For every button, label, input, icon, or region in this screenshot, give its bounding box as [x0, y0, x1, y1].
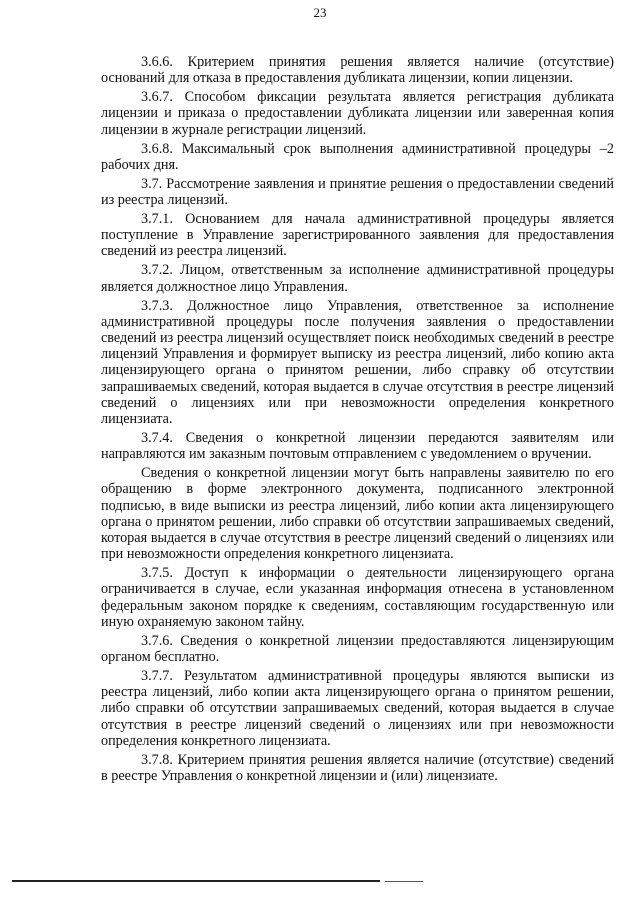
- document-body: [101, 54, 614, 787]
- page-number: 23: [313, 5, 327, 20]
- paragraph-3-7-3: 3.7.3. Должностное лицо Управления, ответственное за исполнение административной процедуры после получения заявления о предоставлении сведений из реестра лицензий осуществляет поиск необходимых сведений в реестре лицензий Управления и формирует выписку из реестра лицензий, либо копию акта лицензирующего органа о принятом решении, либо справку об отсутствии запрашиваемых сведений, которая выдается в случае отсутствия в реестре лицензий сведений о лицензиях или при невозможности определения конкретного лицензиата.: [101, 297, 614, 428]
- paragraph-3-6-8: 3.6.8. Максимальный срок выполнения административной процедуры –2 рабочих дня.: [101, 140, 614, 173]
- paragraph-3-7: 3.7. Рассмотрение заявления и принятие решения о предоставлении сведений из реестра лицензий.: [101, 175, 614, 209]
- paragraph-3-7-7: 3.7.7. Результатом административной процедуры являются выписки из реестра лицензий, либо копии акта лицензирующего органа о принятом решении, либо справки об отсутствии запрашиваемых сведений, которая выдается в случае отсутствия в реестре лицензий сведений о лицензиях или при невозможности определения конкретного лицензиата.: [101, 668, 614, 749]
- paragraph-3-7-2: 3.7.2. Лицом, ответственным за исполнение административной процедуры является должностное лицо Управления.: [101, 262, 614, 295]
- paragraph-3-6-7: 3.6.7. Способом фиксации результата является регистрация дубликата лицензии и приказа о предоставлении дубликата лицензии или заверенная копия лицензии в журнале регистрации лицензий.: [101, 89, 614, 138]
- paragraph-3-6-6: 3.6.6. Критерием принятия решения является наличие (отсутствие) оснований для отказа в предоставления дубликата лицензии, копии лицензии.: [101, 54, 614, 87]
- paragraph-3-7-4: 3.7.4. Сведения о конкретной лицензии передаются заявителям или направляются им заказным почтовым отправлением с уведомлением о вручении.: [101, 430, 614, 463]
- paragraph-3-7-6: 3.7.6. Сведения о конкретной лицензии предоставляются лицензирующим органом бесплатно.: [101, 632, 614, 666]
- footer-rule-fragment: [385, 881, 423, 882]
- paragraph-3-7-1: 3.7.1. Основанием для начала административной процедуры является поступление в Управление зарегистрированного заявления для предоставления сведений из реестра лицензий.: [101, 211, 614, 260]
- footer-rule: [12, 880, 380, 882]
- paragraph-3-7-8: 3.7.8. Критерием принятия решения является наличие (отсутствие) сведений в реестре Управления о конкретной лицензии и (или) лицензиате.: [101, 751, 614, 785]
- paragraph-3-7-5: 3.7.5. Доступ к информации о деятельности лицензирующего органа ограничивается в случае, если указанная информация отнесена в установленном федеральным законом порядке к сведениям, составляющим государственную или иную охраняемую законом тайну.: [101, 565, 614, 630]
- paragraph-electronic-form: Сведения о конкретной лицензии могут быть направлены заявителю по его обращению в форме электронного документа, подписанного электронной подписью, в виде выписки из реестра лицензий, либо копии акта лицензирующего органа о принятом решении, либо справки об отсутствии запрашиваемых сведений, которая выдается в случае отсутствия в реестре лицензий сведений о лицензиях или при невозможности определения конкретного лицензиата.: [101, 465, 614, 563]
